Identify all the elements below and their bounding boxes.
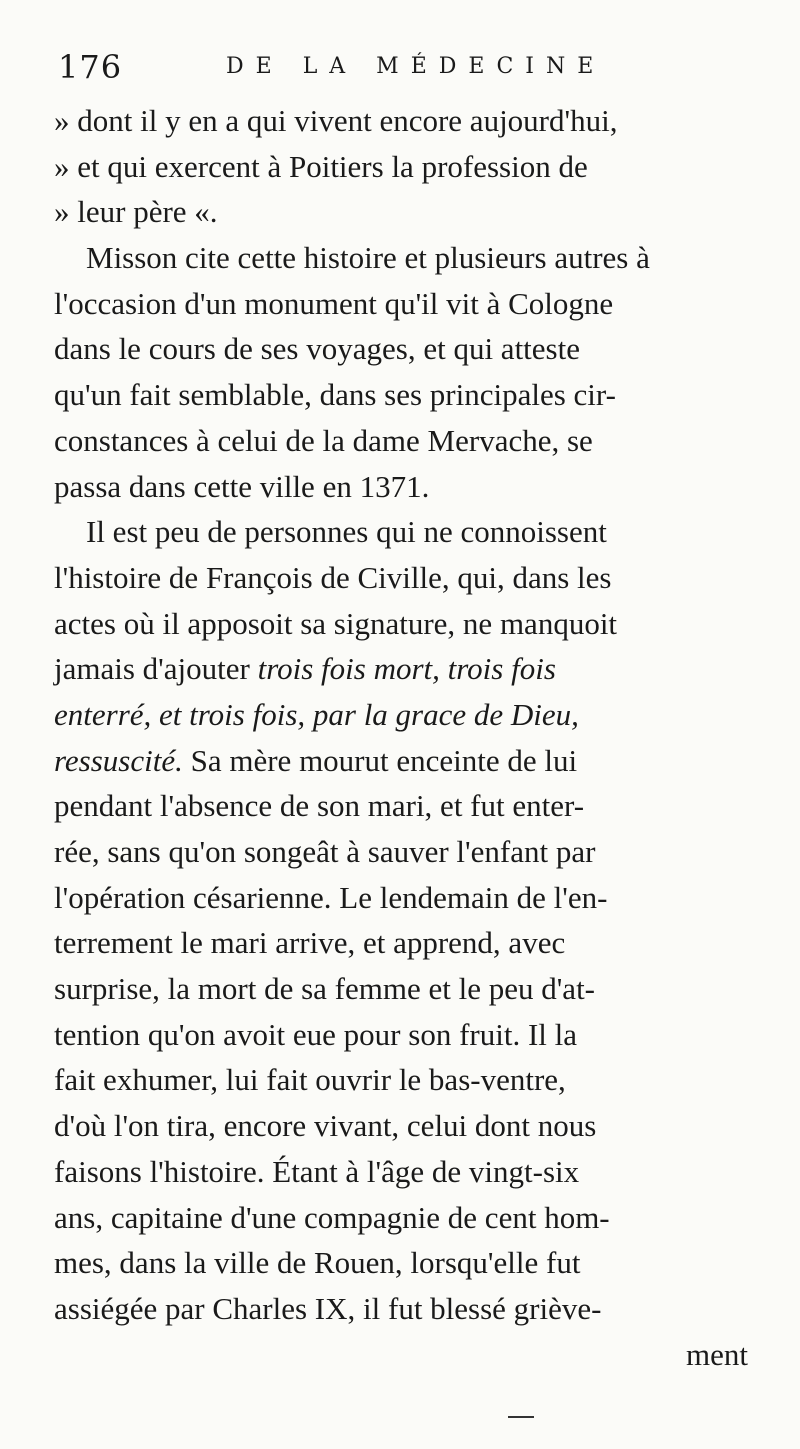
text-line: l'histoire de François de Civille, qui, dans les xyxy=(54,559,612,595)
body-text xyxy=(54,98,760,1377)
text-line: passa dans cette ville en 1371. xyxy=(54,468,430,504)
text-line: d'où l'on tira, encore vivant, celui dont nous xyxy=(54,1108,597,1144)
running-head: DE LA MÉDECINE xyxy=(226,54,606,79)
text-line: faisons l'histoire. Étant à l'âge de vingt-six xyxy=(54,1153,580,1189)
text-line: fait exhumer, lui fait ouvrir le bas-ventre, xyxy=(54,1062,566,1098)
text-line: assiégée par Charles IX, il fut blessé griève- xyxy=(54,1290,602,1326)
text-line: mes, dans la ville de Rouen, lorsqu'elle fut xyxy=(54,1245,581,1281)
paragraph-start-line: Misson cite cette histoire et plusieurs autres à xyxy=(86,240,650,276)
text-line: dans le cours de ses voyages, et qui atteste xyxy=(54,331,580,367)
paragraph-start-line: Il est peu de personnes qui ne connoissent xyxy=(86,514,607,550)
page-header xyxy=(58,48,748,88)
text-line: tention qu'on avoit eue pour son fruit. Il la xyxy=(54,1016,578,1052)
italic-quote: trois fois mort, trois fois xyxy=(257,651,556,687)
italic-quote: ressuscité. xyxy=(54,742,183,778)
text-line: constances à celui de la dame Mervache, se xyxy=(54,422,593,458)
catchword: ment xyxy=(686,1336,748,1372)
printer-mark xyxy=(508,1416,534,1418)
text-line xyxy=(54,692,760,738)
text-line: l'occasion d'un monument qu'il vit à Cologne xyxy=(54,285,614,321)
text-line: l'opération césarienne. Le lendemain de l'en- xyxy=(54,879,608,915)
text-line: actes où il apposoit sa signature, ne manquoit xyxy=(54,605,618,641)
text-line: surprise, la mort de sa femme et le peu d'at- xyxy=(54,971,596,1007)
page-number: 176 xyxy=(58,48,123,86)
text-line: qu'un fait semblable, dans ses principales cir- xyxy=(54,377,616,413)
text-line: » leur père «. xyxy=(54,194,218,230)
text-line: ressuscité. Sa mère mourut enceinte de lui xyxy=(54,742,578,778)
text-line: » dont il y en a qui vivent encore aujourd'hui, xyxy=(54,103,618,138)
text-line: terrement le mari arrive, et apprend, avec xyxy=(54,925,566,961)
text-line: pendant l'absence de son mari, et fut enter- xyxy=(54,788,585,824)
text-line: jamais d'ajouter trois fois mort, trois fois xyxy=(54,651,556,687)
text-line: » et qui exercent à Poitiers la profession de xyxy=(54,148,588,184)
text-line: ans, capitaine d'une compagnie de cent hom- xyxy=(54,1199,610,1235)
text-line: rée, sans qu'on songeât à sauver l'enfant par xyxy=(54,834,596,869)
italic-quote: enterré, et trois fois, par la grace de Dieu, xyxy=(54,696,579,732)
